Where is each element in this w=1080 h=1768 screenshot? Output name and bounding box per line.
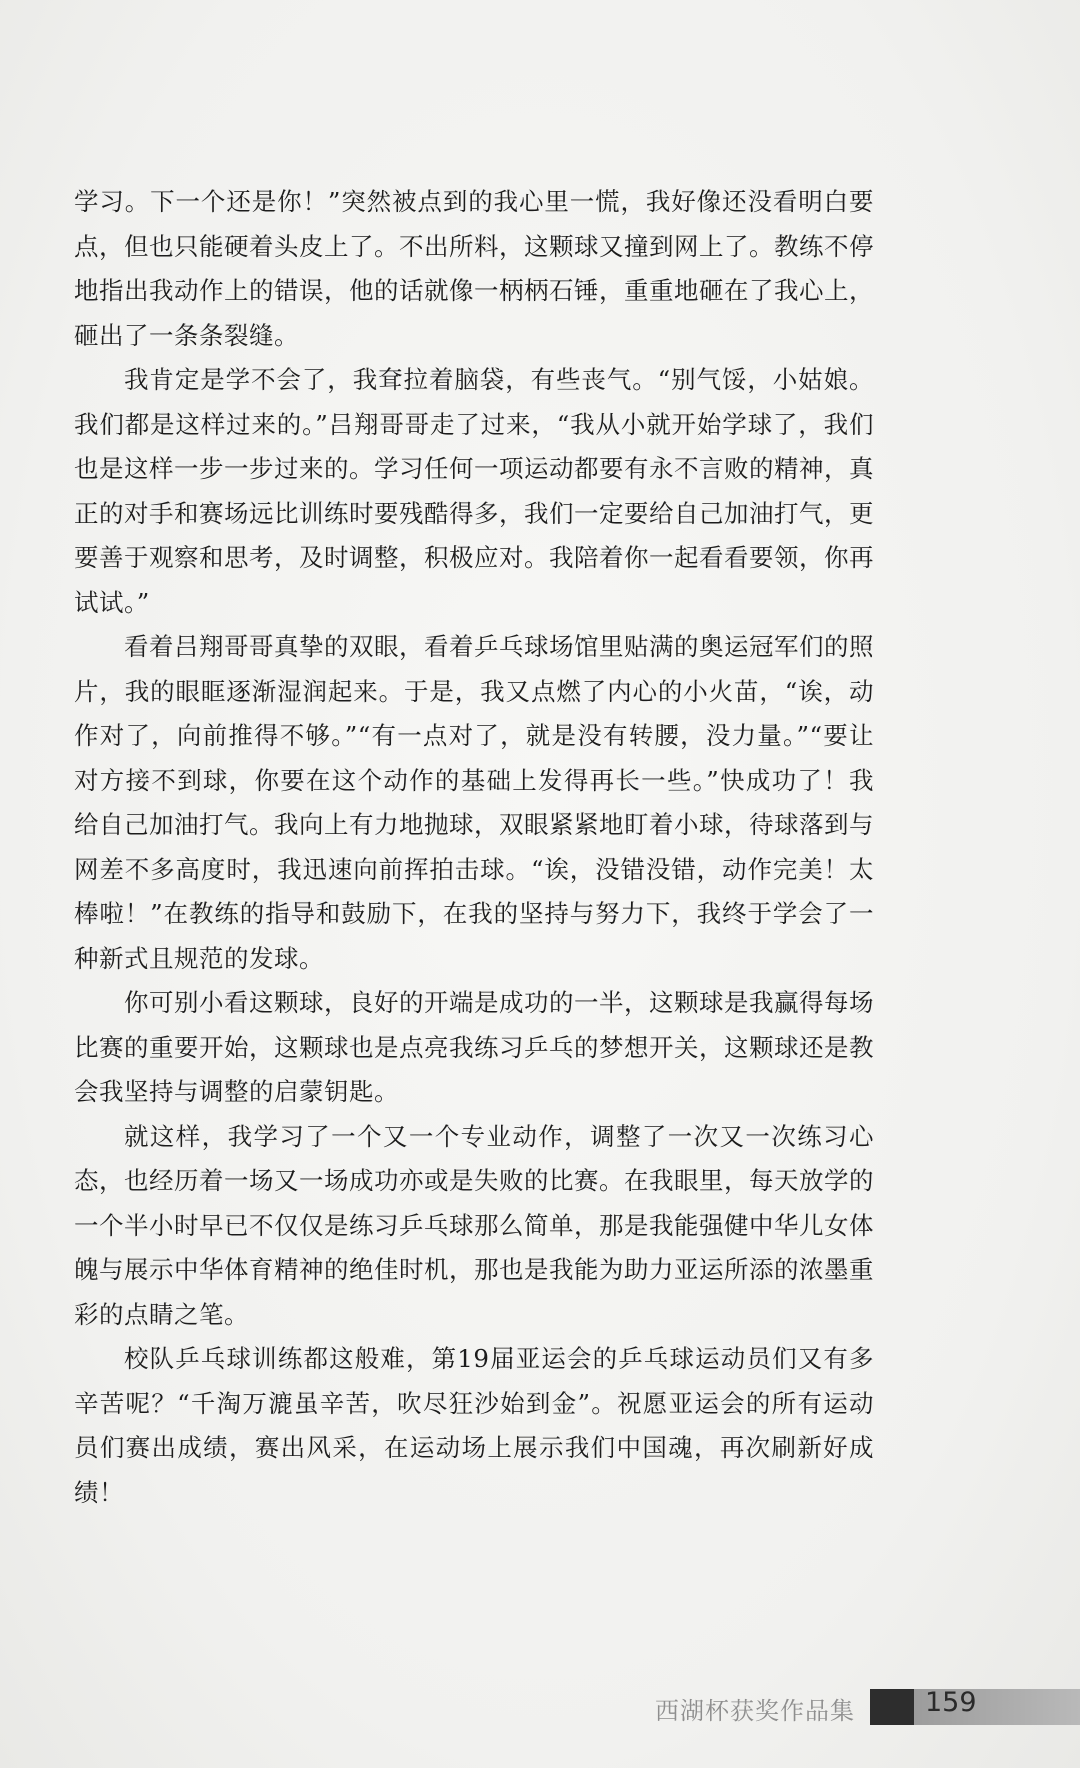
paragraph: 就这样，我学习了一个又一个专业动作，调整了一次又一次练习心态，也经历着一场又一场成功亦或是失败的比赛。在我眼里，每天放学的一个半小时早已不仅仅是练习乒乓球那么简单，那是我能强健中华儿女体魄与展示中华体育精神的绝佳时机，那也是我能为助力亚运所添的浓墨重彩的点睛之笔。	[74, 1121, 874, 1329]
footer-dark-block	[870, 1689, 914, 1725]
page-number: 159	[925, 1687, 977, 1718]
body-text	[74, 180, 874, 1515]
page-footer	[0, 1683, 1080, 1735]
paragraph: 我肯定是学不会了，我耷拉着脑袋，有些丧气。“别气馁，小姑娘。我们都是这样过来的。”吕翔哥哥走了过来，“我从小就开始学球了，我们也是这样一步一步过来的。学习任何一项运动都要有永不言败的精神，真正的对手和赛场远比训练时要残酷得多，我们一定要给自己加油打气，更要善于观察和思考，及时调整，积极应对。我陪着你一起看看要领，你再试试。”	[74, 365, 874, 617]
paragraph: 你可别小看这颗球，良好的开端是成功的一半，这颗球是我赢得每场比赛的重要开始，这颗球也是点亮我练习乒乓的梦想开关，这颗球还是教会我坚持与调整的启蒙钥匙。	[74, 988, 874, 1106]
paragraph: 校队乒乓球训练都这般难，第19届亚运会的乒乓球运动员们又有多辛苦呢？“千淘万漉虽辛苦，吹尽狂沙始到金”。祝愿亚运会的所有运动员们赛出成绩，赛出风采，在运动场上展示我们中国魂，再次刷新好成绩！	[74, 1344, 874, 1507]
book-title: 西湖杯获奖作品集	[655, 1697, 855, 1725]
paragraph: 学习。下一个还是你！”突然被点到的我心里一慌，我好像还没看明白要点，但也只能硬着头皮上了。不出所料，这颗球又撞到网上了。教练不停地指出我动作上的错误，他的话就像一柄柄石锤，重重地砸在了我心上，砸出了一条条裂缝。	[74, 187, 874, 350]
paragraph: 看着吕翔哥哥真挚的双眼，看着乒乓球场馆里贴满的奥运冠军们的照片，我的眼眶逐渐湿润起来。于是，我又点燃了内心的小火苗，“诶，动作对了，向前推得不够。”“有一点对了，就是没有转腰，没力量。”“要让对方接不到球，你要在这个动作的基础上发得再长一些。”快成功了！我给自己加油打气。我向上有力地抛球，双眼紧紧地盯着小球，待球落到与网差不多高度时，我迅速向前挥拍击球。“诶，没错没错，动作完美！太棒啦！”在教练的指导和鼓励下，在我的坚持与努力下，我终于学会了一种新式且规范的发球。	[74, 632, 874, 973]
